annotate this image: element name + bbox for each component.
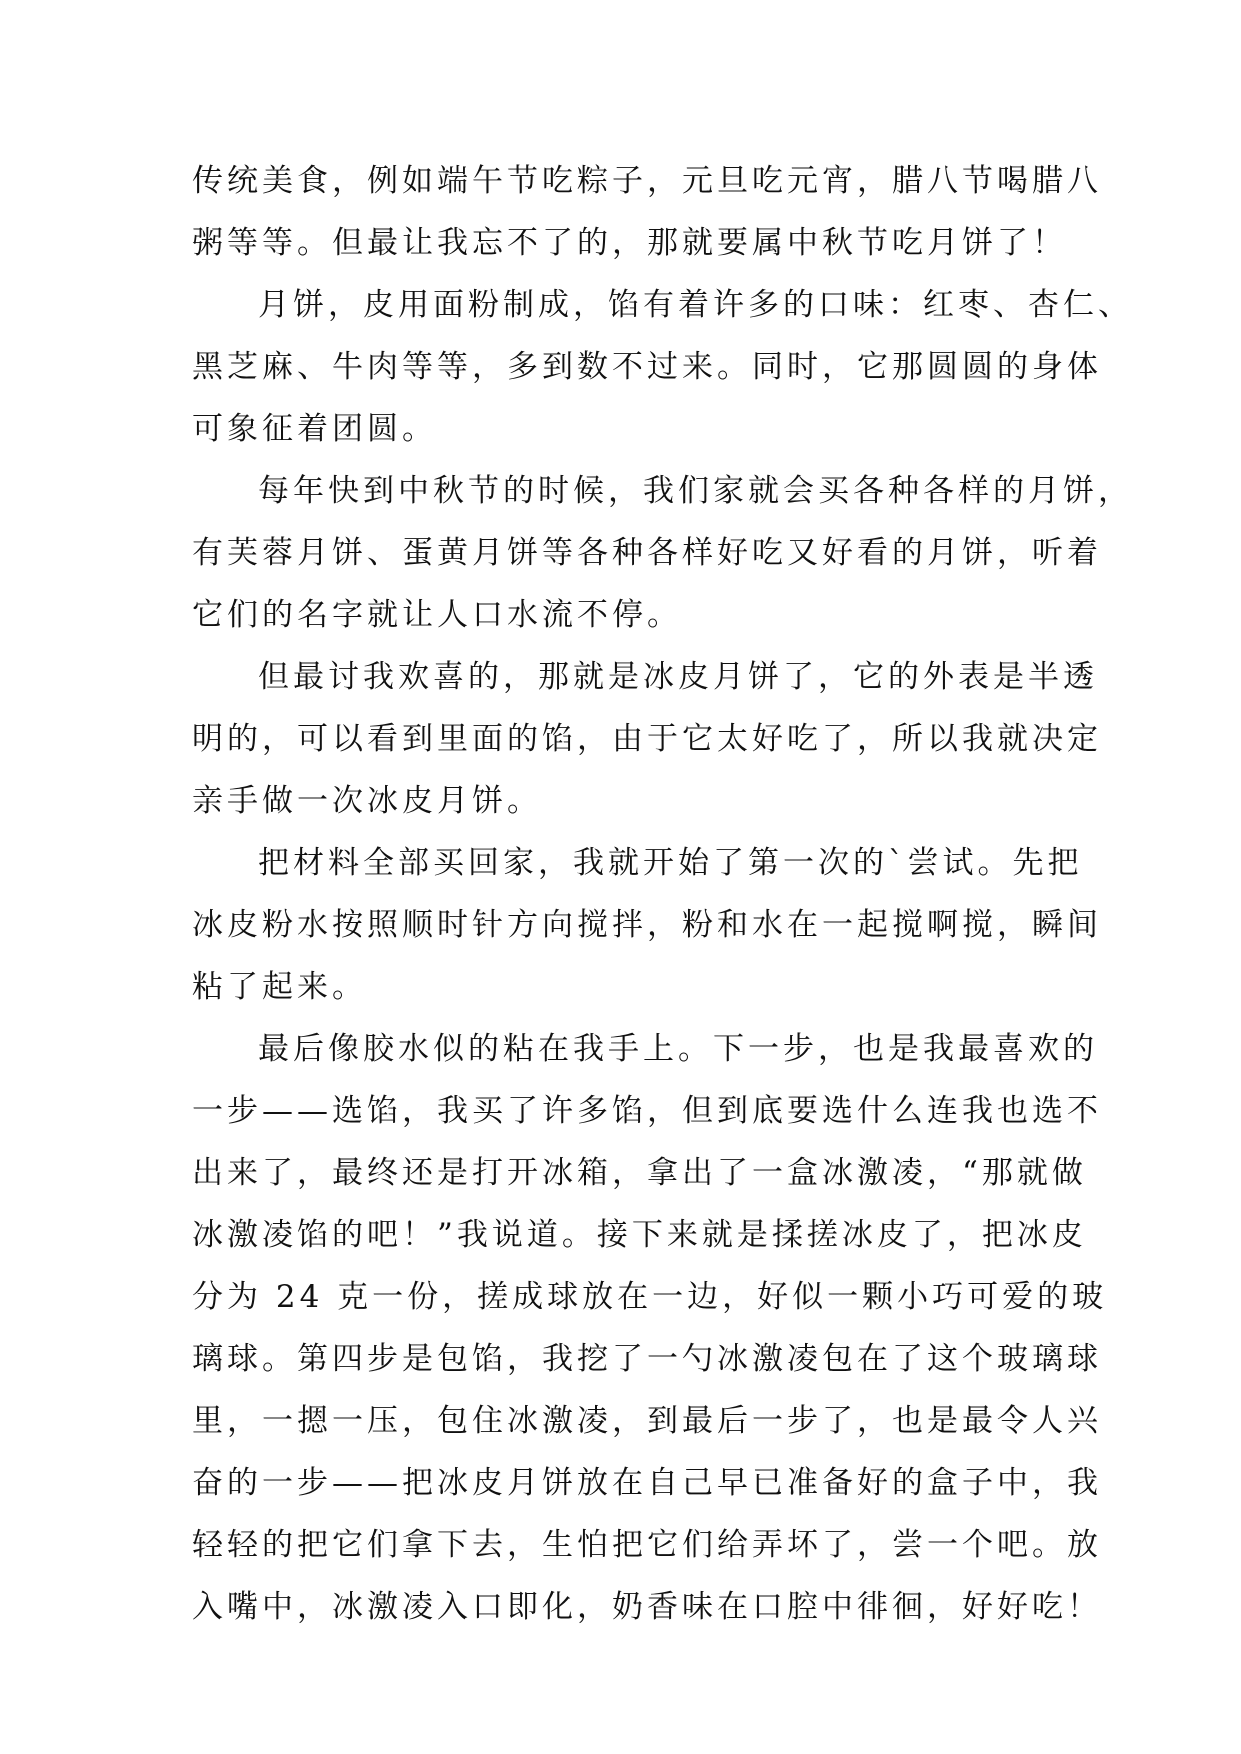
paragraph-start-line: 最后像胶水似的粘在我手上。下一步，也是我最喜欢的 — [258, 1031, 1098, 1067]
paragraph-start-line: 每年快到中秋节的时候，我们家就会买各种各样的月饼， — [258, 473, 1133, 509]
text-line: 入嘴中，冰激凌入口即化，奶香味在口腔中徘徊，好好吃！ — [192, 1589, 1102, 1625]
text-line: 明的，可以看到里面的馅，由于它太好吃了，所以我就决定 — [192, 721, 1102, 757]
text-line: 有芙蓉月饼、蛋黄月饼等各种各样好吃又好看的月饼，听着 — [192, 535, 1102, 571]
paragraph-start-line: 但最讨我欢喜的，那就是冰皮月饼了，它的外表是半透 — [258, 659, 1098, 695]
text-line: 传统美食，例如端午节吃粽子，元旦吃元宵，腊八节喝腊八 — [192, 163, 1102, 199]
text-line: 奋的一步——把冰皮月饼放在自己早已准备好的盒子中，我 — [192, 1465, 1102, 1501]
text-line: 粘了起来。 — [192, 969, 367, 1005]
text-line: 分为 24 克一份，搓成球放在一边，好似一颗小巧可爱的玻 — [192, 1279, 1108, 1315]
text-line: 可象征着团圆。 — [192, 411, 437, 447]
text-line: 一步——选馅，我买了许多馅，但到底要选什么连我也选不 — [192, 1093, 1102, 1129]
paragraph-start-line: 月饼，皮用面粉制成，馅有着许多的口味：红枣、杏仁、 — [258, 287, 1133, 323]
text-line: 冰皮粉水按照顺时针方向搅拌，粉和水在一起搅啊搅，瞬间 — [192, 907, 1102, 943]
text-line: 粥等等。但最让我忘不了的，那就要属中秋节吃月饼了！ — [192, 225, 1067, 261]
essay-body — [192, 150, 1133, 1638]
text-line: 亲手做一次冰皮月饼。 — [192, 783, 542, 819]
text-line: 它们的名字就让人口水流不停。 — [192, 597, 682, 633]
paragraph-start-line: 把材料全部买回家，我就开始了第一次的`尝试。先把 — [258, 845, 1083, 881]
text-line: 里，一摁一压，包住冰激凌，到最后一步了，也是最令人兴 — [192, 1403, 1102, 1439]
text-line: 轻轻的把它们拿下去，生怕把它们给弄坏了，尝一个吧。放 — [192, 1527, 1102, 1563]
text-line: 冰激凌馅的吧！”我说道。接下来就是揉搓冰皮了，把冰皮 — [192, 1217, 1087, 1253]
text-line: 出来了，最终还是打开冰箱，拿出了一盒冰激凌，“那就做 — [192, 1155, 1087, 1191]
text-line: 黑芝麻、牛肉等等，多到数不过来。同时，它那圆圆的身体 — [192, 349, 1102, 385]
text-line: 璃球。第四步是包馅，我挖了一勺冰激凌包在了这个玻璃球 — [192, 1341, 1102, 1377]
